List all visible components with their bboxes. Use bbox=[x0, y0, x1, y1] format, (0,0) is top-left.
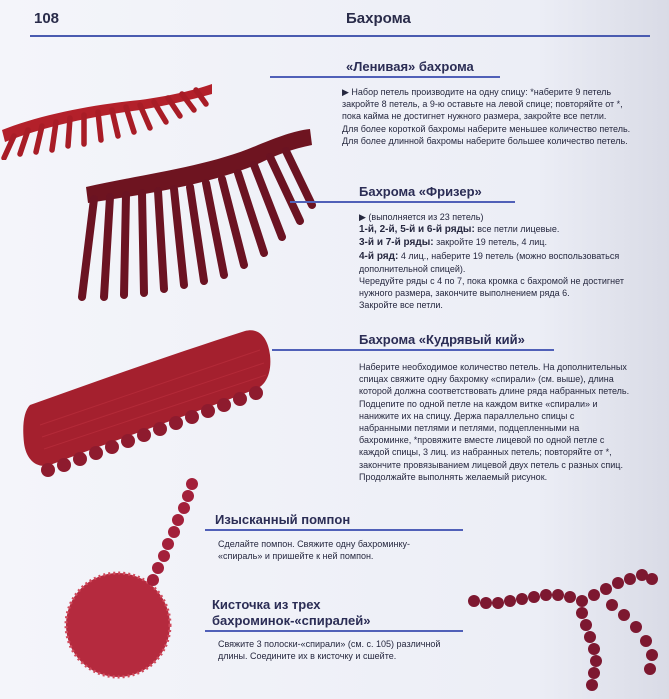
text-line: дополнительной спицей). bbox=[359, 263, 466, 274]
tassel-illustration bbox=[462, 565, 662, 695]
section-title-lazy-fringe: «Ленивая» бахрома bbox=[346, 59, 474, 74]
text-line: Подцепите по одной петле на каждом витке «спирали» и bbox=[359, 398, 598, 409]
text-line: бахроминке, *провяжите вместе лицевой по одной петле с bbox=[359, 435, 605, 446]
chapter-title: Бахрома bbox=[346, 10, 411, 27]
text-line: Для более короткой бахромы наберите меньшее количество петель. bbox=[342, 123, 631, 134]
text-line: закончите провязыванием лицевой двух петель с разных спиц. bbox=[359, 459, 623, 470]
text-line: 3-й и 7-й ряды: закройте 19 петель, 4 лиц. bbox=[359, 237, 547, 249]
freezer-fringe-illustration bbox=[78, 125, 318, 305]
page-header bbox=[0, 0, 669, 44]
text-line: закройте 8 петель, а 9-ю оставьте на левой спице; повторяйте от *, bbox=[342, 99, 623, 110]
text-line: Для более длинной бахромы наберите большее количество петель. bbox=[342, 135, 628, 146]
section-title-curly-cue-fringe: Бахрома «Кудрявый кий» bbox=[359, 332, 525, 347]
section-title-tassel-line1: Кисточка из трех bbox=[212, 597, 321, 612]
text-line: Чередуйте ряды с 4 по 7, пока кромка с бахромой не достигнет bbox=[359, 276, 624, 287]
section-underline bbox=[205, 529, 463, 531]
section-body-curly-cue-fringe bbox=[359, 361, 629, 483]
header-rule bbox=[30, 35, 650, 37]
section-title-tassel-line2: бахроминок-«спиралей» bbox=[212, 613, 371, 628]
text-line: нужного размера, закончите выполнением ряда 6. bbox=[359, 288, 570, 299]
text-line: нанижите их на спицу. Держа параллельно спицы с bbox=[359, 410, 575, 421]
page-number: 108 bbox=[34, 10, 60, 27]
text-line: набранными петлями и петлями, подцепленными на bbox=[359, 423, 580, 434]
text-line: 4-й ряд: 4 лиц., наберите 19 петель (можно воспользоваться bbox=[359, 250, 620, 262]
text-line: Сделайте помпон. Свяжите одну бахроминку- bbox=[218, 539, 411, 549]
text-line: каждой спицы, 3 лиц. из набранных петель; повторяйте от *, bbox=[359, 447, 612, 458]
section-underline bbox=[205, 630, 463, 632]
text-line: ▶ Набор петель производите на одну спицу: *наберите 9 петель bbox=[342, 87, 612, 97]
text-line: ▶ (выполняется из 23 петель) bbox=[359, 212, 484, 222]
pompom-illustration bbox=[58, 470, 223, 685]
text-line: которой должна соответствовать длине ряда набранных петель. bbox=[359, 386, 630, 397]
text-line: 1-й, 2-й, 5-й и 6-й ряды: все петли лицевые. bbox=[359, 224, 560, 236]
section-title-pompom: Изысканный помпон bbox=[215, 512, 351, 527]
text-line: длины. Соедините их в кисточку и сшейте. bbox=[218, 651, 397, 662]
section-title-freezer-fringe: Бахрома «Фризер» bbox=[359, 184, 482, 199]
section-underline bbox=[290, 201, 515, 203]
text-line: Закройте все петли. bbox=[359, 300, 443, 311]
text-line: пока кайма не достигнет нужного размера, закройте все петли. bbox=[342, 111, 607, 122]
section-body-pompom bbox=[218, 538, 410, 562]
text-line: Свяжите 3 полоски-«спирали» (см. с. 105) различной bbox=[218, 639, 441, 649]
section-body-tassel bbox=[218, 638, 440, 662]
text-line: Наберите необходимое количество петель. На дополнительных bbox=[359, 362, 627, 372]
text-line: Продолжайте выполнять желаемый рисунок. bbox=[359, 471, 548, 482]
section-body-freezer-fringe bbox=[359, 211, 624, 312]
section-body-lazy-fringe bbox=[342, 86, 630, 147]
text-line: «спираль» и пришейте к ней помпон. bbox=[218, 551, 374, 562]
curly-cue-fringe-illustration bbox=[20, 325, 275, 490]
section-underline bbox=[272, 349, 554, 351]
section-underline bbox=[270, 76, 500, 78]
text-line: спицах свяжите одну бахромку «спирали» (см. выше), длина bbox=[359, 374, 614, 385]
